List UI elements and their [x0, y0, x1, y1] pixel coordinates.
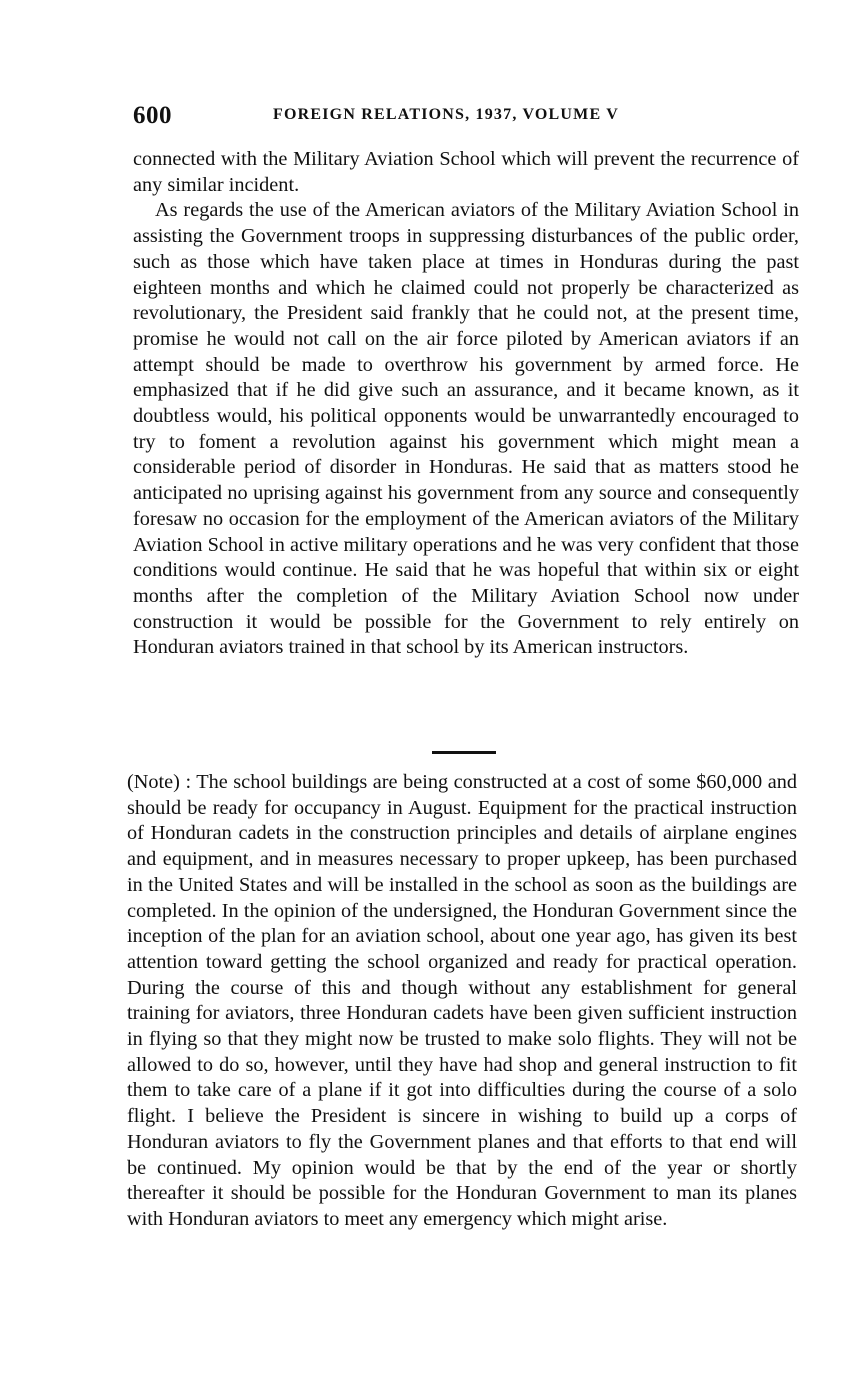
section-divider	[432, 751, 496, 754]
running-head: FOREIGN RELATIONS, 1937, VOLUME V	[273, 106, 619, 123]
note-block	[127, 770, 797, 1233]
continued-paragraph: connected with the Military Aviation School which will prevent the recurrence of any similar incident.	[133, 148, 799, 196]
paragraph-aviators: As regards the use of the American aviators of the Military Aviation School in assisting the Government troops in suppressing disturbances of the public order, such as those which have taken place at times in Honduras during the past eighteen months and which he claimed could not properly be characterized as revolutionary, the President said frankly that he could not, at the present time, promise he would not call on the air force piloted by American aviators if an attempt should be made to overthrow his government by armed force. He emphasized that if he did give such an assurance, and it became known, as it doubtless would, his political opponents would be unwarrantedly encouraged to try to foment a revolution against his government which might mean a considerable period of disorder in Honduras. He said that as matters stood he anticipated no uprising against his government from any source and consequently foresaw no occasion for the employment of the American aviators of the Military Aviation School in active military operations and he was very confident that those conditions would continue. He said that he was hopeful that within six or eight months after the completion of the Military Aviation School now under construction it would be possible for the Government to rely entirely on Honduran aviators trained in that school by its American instructors.	[133, 199, 799, 659]
main-text-block	[133, 147, 799, 661]
page-number: 600	[133, 102, 172, 129]
note-paragraph: (Note) : The school buildings are being constructed at a cost of some $60,000 and should be ready for occupancy in August. Equipment for the practical instruction of Honduran cadets in the construction principles and details of airplane engines and equipment, and in measures necessary to proper upkeep, has been purchased in the United States and will be installed in the school as soon as the buildings are completed. In the opinion of the undersigned, the Honduran Government since the inception of the plan for an aviation school, about one year ago, has given its best attention toward getting the school organized and ready for practical operation. During the course of this and though without any establishment for general training for aviators, three Honduran cadets have been given sufficient instruction in flying so that they might now be trusted to make solo flights. They will not be allowed to do so, however, until they have had shop and general instruction to fit them to take care of a plane if it got into difficulties during the course of a solo flight. I believe the President is sincere in wishing to build up a corps of Honduran aviators to fly the Government planes and that efforts to that end will be continued. My opinion would be that by the end of the year or shortly thereafter it should be possible for the Honduran Government to man its planes with Honduran aviators to meet any emergency which might arise.	[127, 771, 797, 1230]
page-header	[133, 100, 797, 134]
